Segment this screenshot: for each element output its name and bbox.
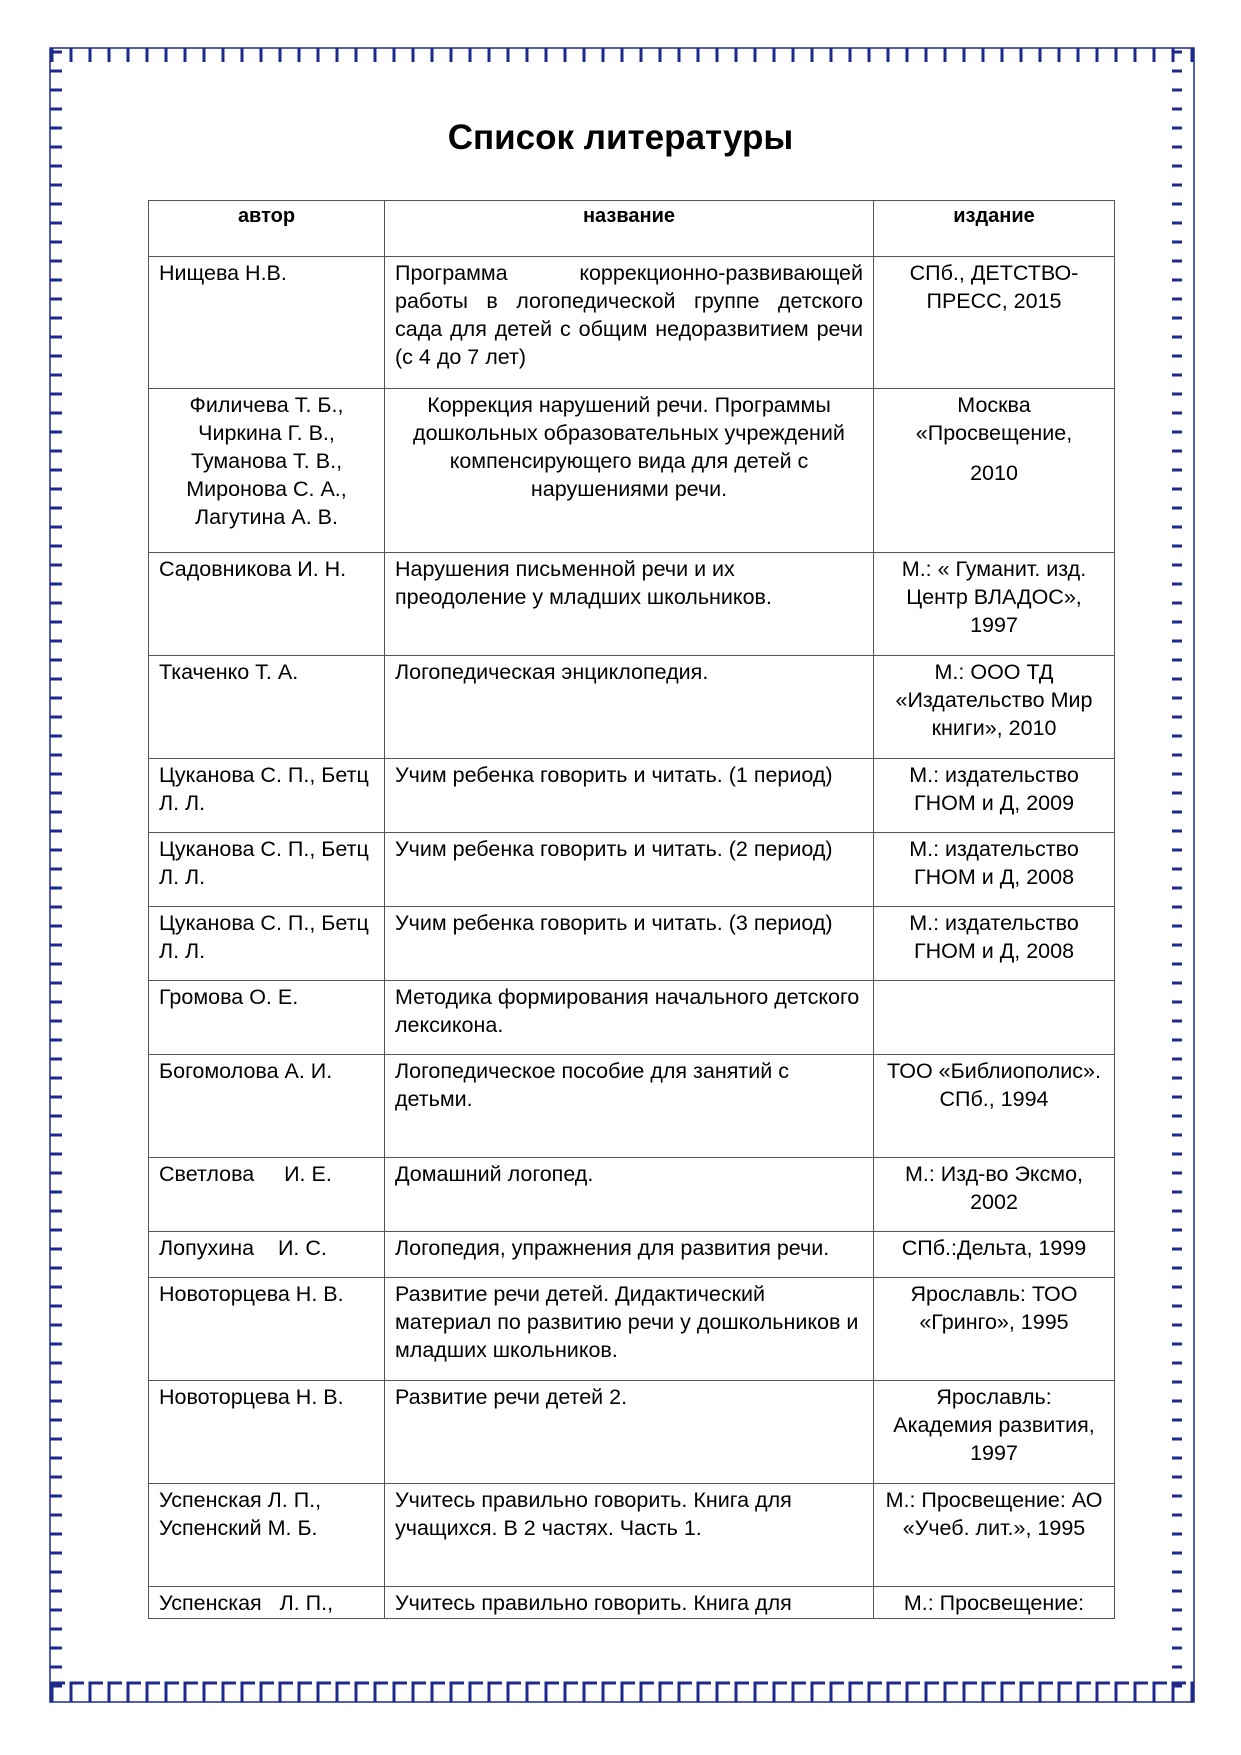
author-cell: Богомолова А. И. <box>149 1055 385 1158</box>
author-cell: Новоторцева Н. В. <box>149 1381 385 1484</box>
author-cell: Успенская Л. П., <box>149 1587 385 1619</box>
author-cell: Успенская Л. П., Успенский М. Б. <box>149 1484 385 1587</box>
column-header-publisher: издание <box>874 201 1115 257</box>
author-cell: Светлова И. Е. <box>149 1158 385 1232</box>
publisher-cell: М.: Изд-во Эксмо, 2002 <box>874 1158 1115 1232</box>
title-cell: Логопедическая энциклопедия. <box>385 656 874 759</box>
table-row <box>149 1484 1115 1587</box>
table-row <box>149 1055 1115 1158</box>
table-row <box>149 1278 1115 1381</box>
publisher-cell: М.: « Гуманит. изд. Центр ВЛАДОС», 1997 <box>874 553 1115 656</box>
publisher-text: Москва «Просвещение, <box>915 393 1073 445</box>
title-cell: Логопедическое пособие для занятий с детьми. <box>385 1055 874 1158</box>
author-cell: Нищева Н.В. <box>149 257 385 389</box>
author-cell: Цуканова С. П., Бетц Л. Л. <box>149 907 385 981</box>
column-header-title: название <box>385 201 874 257</box>
table-row <box>149 759 1115 833</box>
publisher-cell: Ярославль: Академия развития, 1997 <box>874 1381 1115 1484</box>
table-row <box>149 257 1115 389</box>
author-cell: Цуканова С. П., Бетц Л. Л. <box>149 759 385 833</box>
page-title: Список литературы <box>447 118 794 157</box>
title-cell: Учитесь правильно говорить. Книга для учащихся. В 2 частях. Часть 1. <box>385 1484 874 1587</box>
title-cell: Учим ребенка говорить и читать. (1 период) <box>385 759 874 833</box>
author-cell: Ткаченко Т. А. <box>149 656 385 759</box>
table-row <box>149 981 1115 1055</box>
title-cell: Логопедия, упражнения для развития речи. <box>385 1232 874 1278</box>
publisher-cell: М.: Просвещение: АО «Учеб. лит.», 1995 <box>874 1484 1115 1587</box>
publisher-cell: М.: ООО ТД «Издательство Мир книги», 2010 <box>874 656 1115 759</box>
author-cell: Новоторцева Н. В. <box>149 1278 385 1381</box>
publisher-cell: М.: Просвещение: <box>874 1587 1115 1619</box>
title-cell: Учим ребенка говорить и читать. (3 период) <box>385 907 874 981</box>
table-row <box>149 1232 1115 1278</box>
publisher-cell: М.: издательство ГНОМ и Д, 2009 <box>874 759 1115 833</box>
title-cell: Развитие речи детей 2. <box>385 1381 874 1484</box>
column-header-author: автор <box>149 201 385 257</box>
title-cell: Домашний логопед. <box>385 1158 874 1232</box>
author-cell: Садовникова И. Н. <box>149 553 385 656</box>
publisher-cell <box>874 981 1115 1055</box>
author-cell: Лопухина И. С. <box>149 1232 385 1278</box>
author-cell: Филичева Т. Б., Чиркина Г. В., Туманова Т. В., Миронова С. А., Лагутина А. В. <box>149 389 385 553</box>
title-cell: Развитие речи детей. Дидактический материал по развитию речи у дошкольников и младших школьников. <box>385 1278 874 1381</box>
title-cell: Учитесь правильно говорить. Книга для <box>385 1587 874 1619</box>
publisher-cell: Ярославль: ТОО «Гринго», 1995 <box>874 1278 1115 1381</box>
publisher-cell: СПб.:Дельта, 1999 <box>874 1232 1115 1278</box>
bibliography-table <box>148 200 1115 1619</box>
title-cell: Учим ребенка говорить и читать. (2 период) <box>385 833 874 907</box>
table-row <box>149 1381 1115 1484</box>
table-row <box>149 833 1115 907</box>
publisher-cell: М.: издательство ГНОМ и Д, 2008 <box>874 907 1115 981</box>
author-cell: Громова О. Е. <box>149 981 385 1055</box>
table-row <box>149 553 1115 656</box>
title-cell: Нарушения письменной речи и их преодоление у младших школьников. <box>385 553 874 656</box>
table-row <box>149 907 1115 981</box>
title-cell: Программа коррекционно-развивающей работы в логопедической группе детского сада для детей с общим недоразвитием речи (с 4 до 7 лет) <box>385 257 874 389</box>
author-cell: Цуканова С. П., Бетц Л. Л. <box>149 833 385 907</box>
publisher-cell <box>874 389 1115 553</box>
publisher-cell: М.: издательство ГНОМ и Д, 2008 <box>874 833 1115 907</box>
table-row <box>149 1587 1115 1619</box>
table-row <box>149 1158 1115 1232</box>
title-cell: Методика формирования начального детского лексикона. <box>385 981 874 1055</box>
table-row <box>149 656 1115 759</box>
title-cell: Коррекция нарушений речи. Программы дошкольных образовательных учреждений компенсирующего вида для детей с нарушениями речи. <box>385 389 874 553</box>
table-row <box>149 389 1115 553</box>
table-header-row <box>149 201 1115 257</box>
publisher-year: 2010 <box>970 461 1018 485</box>
publisher-cell: СПб., ДЕТСТВО-ПРЕСС, 2015 <box>874 257 1115 389</box>
publisher-cell: ТОО «Библиополис». СПб., 1994 <box>874 1055 1115 1158</box>
